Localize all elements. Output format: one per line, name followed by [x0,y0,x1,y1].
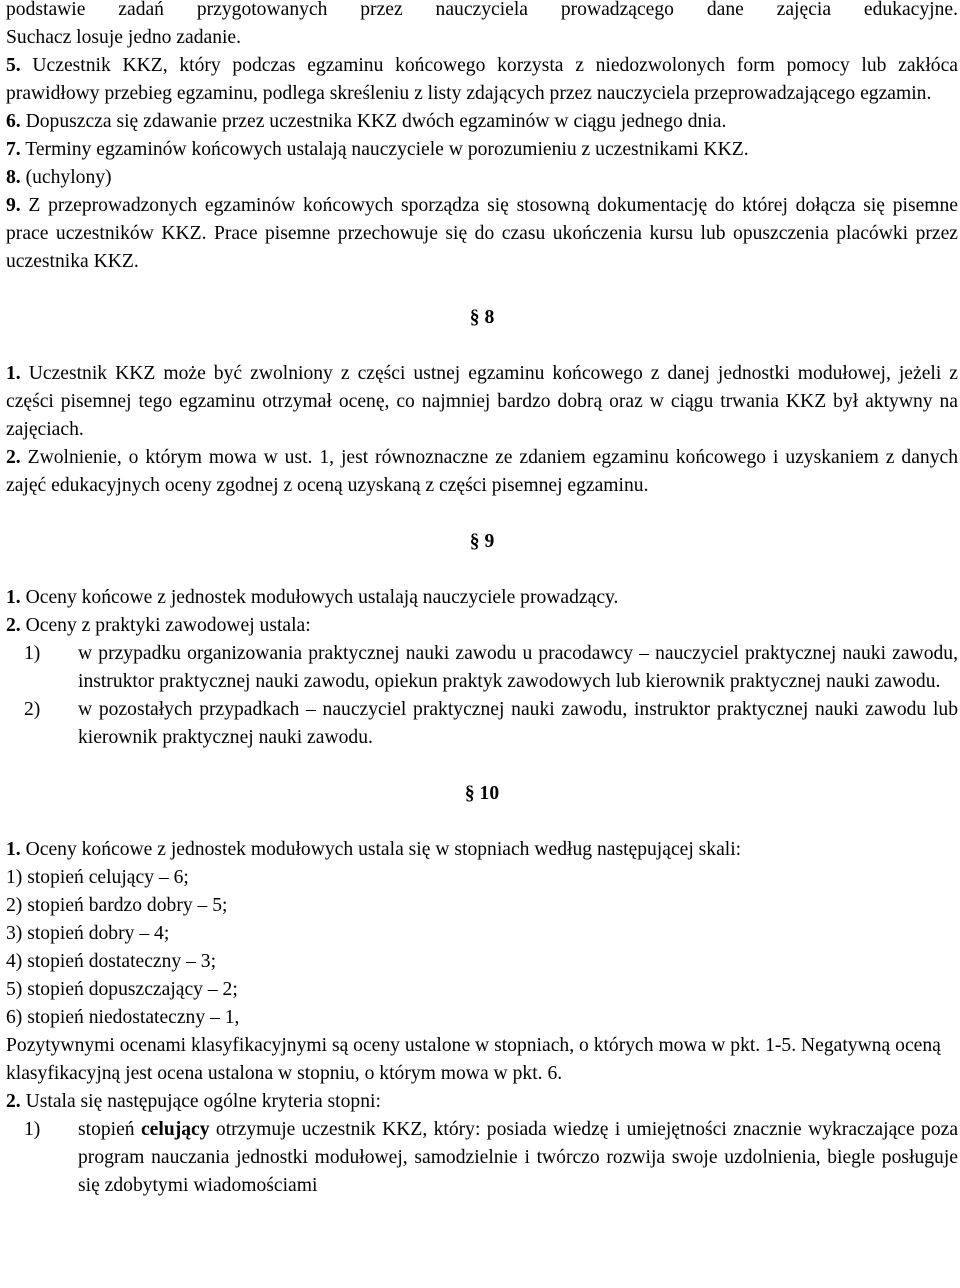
spacer [6,332,958,360]
item-number: 2. [6,447,21,468]
criteria-grade-name: celujący [140,1119,210,1140]
section-heading: § 8 [469,307,495,328]
spacer [6,808,958,836]
paragraph-item [6,360,958,444]
section-heading: § 9 [469,531,495,552]
spacer [6,500,958,528]
item-text: Oceny końcowe z jednostek modułowych ustala się w stopniach według następującej skali: [20,839,742,860]
spacer [6,752,958,780]
list-item-text: w przypadku organizowania praktycznej nauki zawodu u pracodawcy – nauczyciel praktycznej nauki zawodu, instruktor praktycznej nauki zawodu, opiekun praktyk zawodowych lub kierownik praktycznej nauki zawodu. [78,643,958,692]
grade-scale-item: 5) stopień dopuszczający – 2; [6,979,238,1000]
section-heading: § 10 [464,783,500,804]
item-number: 1. [6,363,21,384]
item-number: 5. [6,55,21,76]
list-item-text [78,1116,958,1200]
paragraph-item [6,444,958,500]
paragraph-item [6,1088,958,1116]
item-number: 2. [6,615,21,636]
item-text: Zwolnienie, o którym mowa w ust. 1, jest równoznaczne ze zdaniem egzaminu końcowego i uzyskaniem z danych zajęć edukacyjnych oceny zgodnej z oceną uzyskaną z części pisemnej egzaminu. [6,447,958,496]
item-text: Dopuszcza się zdawanie przez uczestnika KKZ dwóch egzaminów w ciągu jednego dnia. [20,111,727,132]
grade-scale-item: 3) stopień dobry – 4; [6,923,170,944]
item-text: Oceny z praktyki zawodowej ustala: [20,615,311,636]
item-text: Oceny końcowe z jednostek modułowych ustalają nauczyciele prowadzący. [20,587,619,608]
item-text: Uczestnik KKZ może być zwolniony z części ustnej egzaminu końcowego z danej jednostki modułowej, jeżeli z części pisemnej tego egzaminu otrzymał ocenę, co najmniej bardzo dobrą oraz w ciągu trwania KKZ był aktywny na zajęciach. [6,363,958,440]
grade-scale-item: 2) stopień bardzo dobry – 5; [6,895,228,916]
fragment-line: podstawie zadań przygotowanych przez nauczyciela prowadzącego dane zajęcia edukacyjne. [6,0,958,20]
paragraph-item [6,192,958,276]
paragraph-item [6,52,958,108]
grade-scale-item: 4) stopień dostateczny – 3; [6,951,217,972]
item-text: Terminy egzaminów końcowych ustalają nauczyciele w porozumieniu z uczestnikami KKZ. [20,139,749,160]
item-number: 8. [6,167,21,188]
item-number: 9. [6,195,21,216]
item-text: Uczestnik KKZ, który podczas egzaminu końcowego korzysta z niedozwolonych form pomocy lub zakłóca prawidłowy przebieg egzaminu, podlega skreśleniu z listy zdających przez nauczyciela przeprowadzającego egzamin. [6,55,958,104]
criteria-text-post: otrzymuje uczestnik KKZ, który: posiada wiedzę i umiejętności znacznie wykraczające poza program nauczania jednostki modułowej, samodzielnie i twórczo rozwija swoje uzdolnienia, biegle posługuje się zdobytymi wiadomościami [78,1119,959,1196]
item-number: 2. [6,1091,21,1112]
scale-note: Pozytywnymi ocenami klasyfikacyjnymi są oceny ustalone w stopniach, o których mowa w pkt. 1-5. Negatywną oceną klasyfikacyjną jest ocena ustalona w stopniu, o którym mowa w pkt. 6. [6,1035,941,1084]
spacer [6,556,958,584]
practice-grading-list [6,640,958,752]
grade-scale [6,864,958,1032]
list-marker: 2) [24,699,41,720]
document-page [6,0,958,1200]
item-text: Z przeprowadzonych egzaminów końcowych sporządza się stosowną dokumentację do której dołącza się pisemne prace uczestników KKZ. Prace pisemne przechowuje się do czasu ukończenia kursu lub opuszczenia placówki przez uczestnika KKZ. [6,195,958,272]
paragraph-item [6,164,958,192]
list-item [6,640,958,696]
list-item-text: w pozostałych przypadkach – nauczyciel praktycznej nauki zawodu, instruktor praktycznej nauki zawodu lub kierownik praktycznej nauki zawodu. [78,699,958,748]
item-text: Ustala się następujące ogólne kryteria stopni: [20,1091,381,1112]
list-item [6,696,958,752]
criteria-text-pre: stopień [78,1119,141,1140]
item-number: 1. [6,587,21,608]
paragraph-item [6,584,958,612]
grade-criteria-list [6,1116,958,1200]
item-text: (uchylony) [20,167,112,188]
grade-scale-item: 6) stopień niedostateczny – 1, [6,1007,240,1028]
paragraph-item [6,836,958,864]
paragraph-item [6,136,958,164]
list-marker: 1) [24,1119,41,1140]
paragraph-item [6,612,958,640]
list-item [6,1116,958,1200]
grade-scale-item: 1) stopień celujący – 6; [6,867,189,888]
fragment-line: Suchacz losuje jedno zadanie. [6,27,242,48]
item-number: 1. [6,839,21,860]
item-number: 7. [6,139,21,160]
list-marker: 1) [24,643,41,664]
spacer [6,276,958,304]
paragraph-item [6,108,958,136]
item-number: 6. [6,111,21,132]
